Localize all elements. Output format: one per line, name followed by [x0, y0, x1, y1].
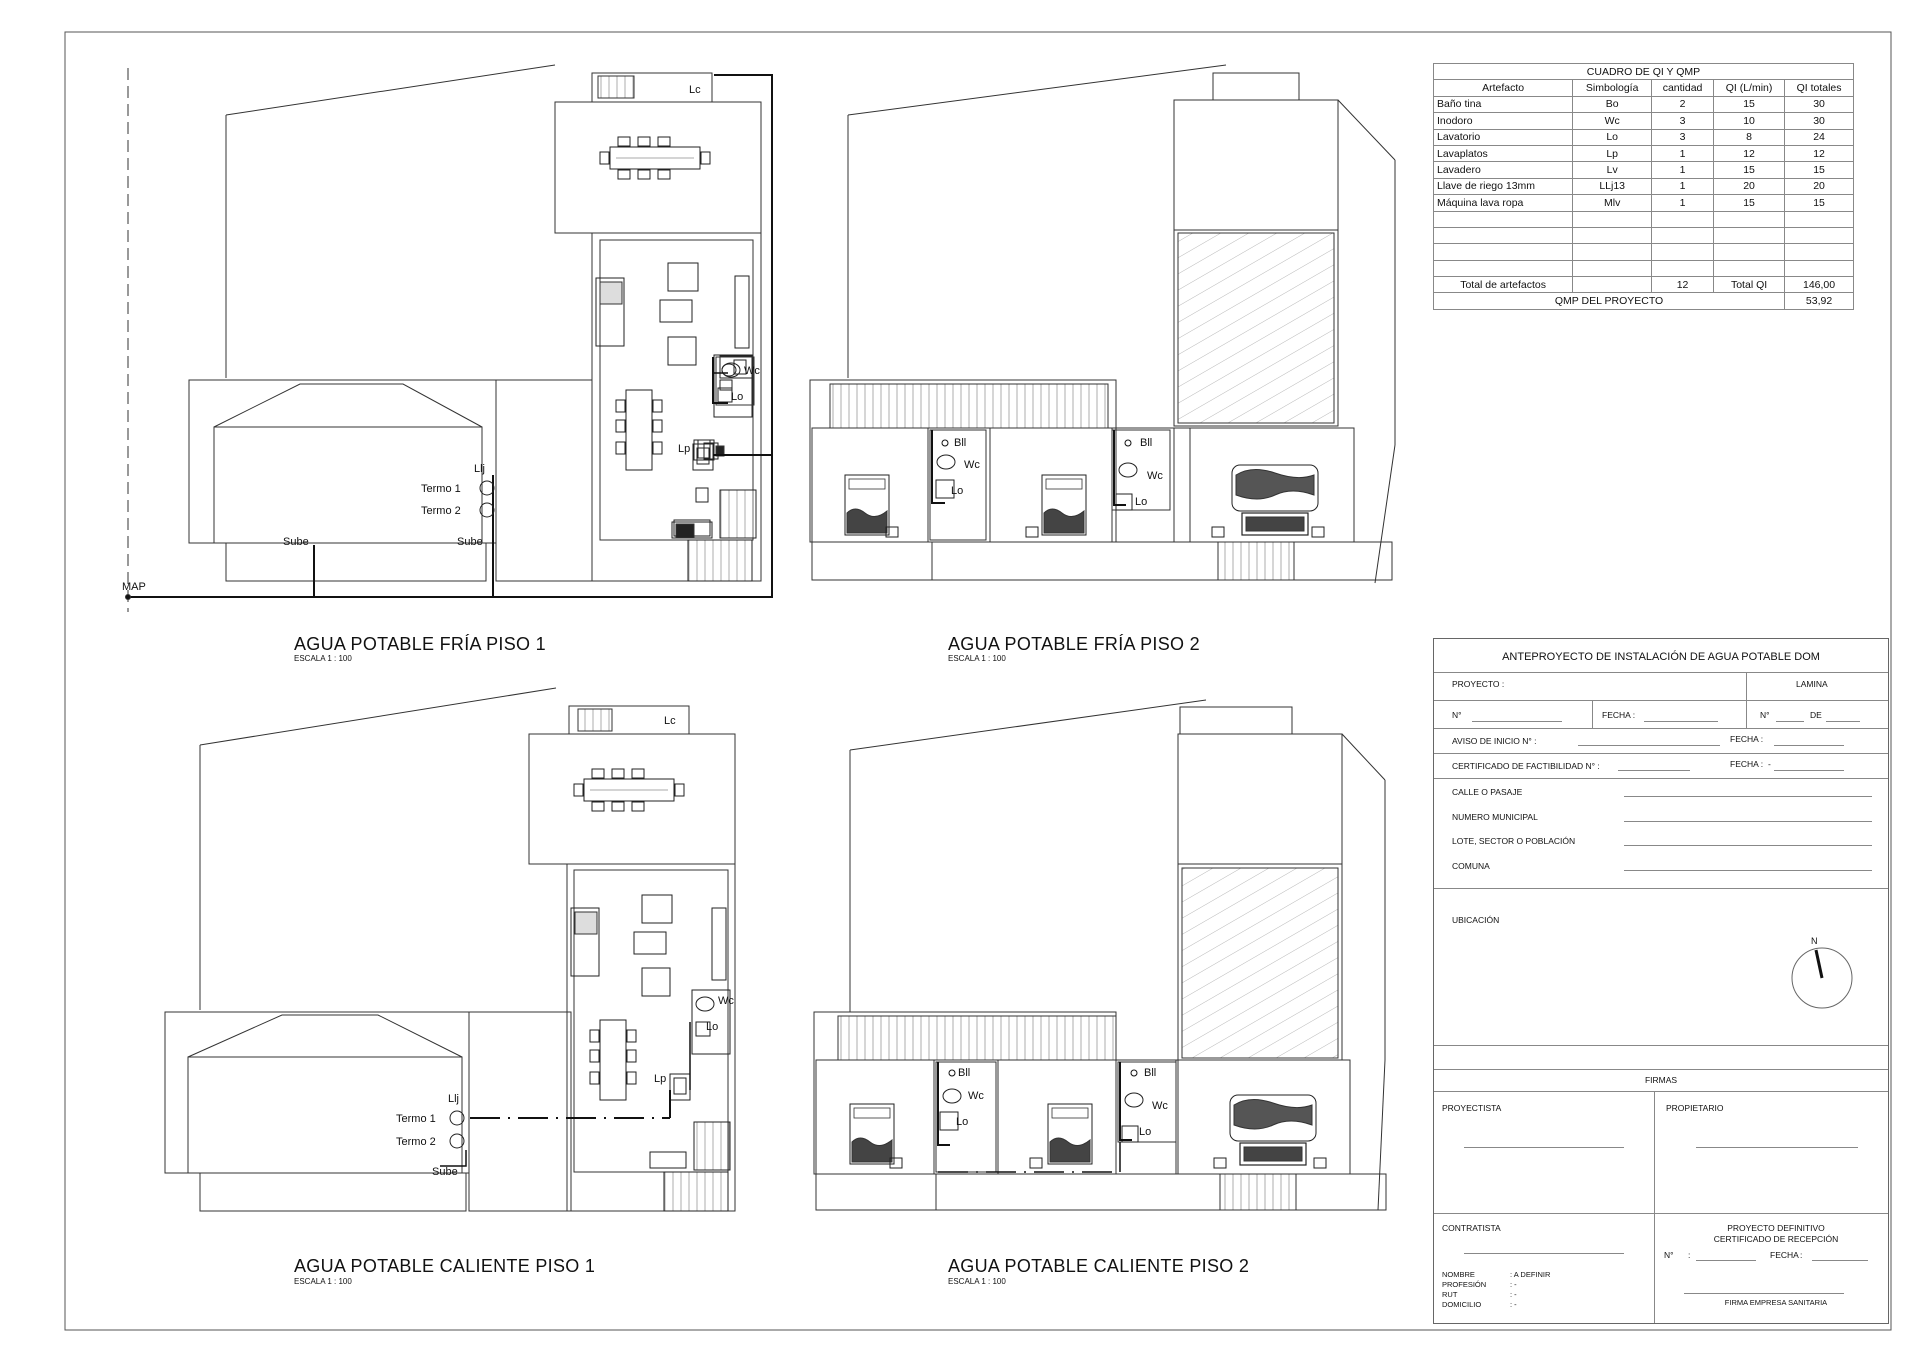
- label-map: MAP: [122, 581, 146, 593]
- label-bll: Bll: [1140, 437, 1153, 449]
- qi-table-cell: 15: [1785, 162, 1854, 178]
- label-lo: Lo: [731, 391, 744, 403]
- profesion-value: : -: [1510, 1280, 1517, 1289]
- qi-table-cell: Wc: [1573, 113, 1652, 129]
- qi-table-cell: Máquina lava ropa: [1434, 195, 1573, 211]
- contratista-label: CONTRATISTA: [1442, 1223, 1501, 1233]
- lote-label: LOTE, SECTOR O POBLACIÓN: [1452, 836, 1576, 846]
- qi-table-cell: Llave de riego 13mm: [1434, 178, 1573, 194]
- qi-table-cell: 20: [1785, 178, 1854, 194]
- qmp-value: 53,92: [1785, 293, 1854, 309]
- title-block-heading: ANTEPROYECTO DE INSTALACIÓN DE AGUA POTABLE DOM: [1502, 651, 1820, 663]
- plan-hot-floor-1: [165, 688, 735, 1211]
- qi-table-cell: 3: [1652, 129, 1714, 145]
- qi-table-cell: Lv: [1573, 162, 1652, 178]
- fecha4-colon: :: [1800, 1250, 1803, 1260]
- qi-table-header-row: [1434, 80, 1854, 96]
- label-termo-2: Termo 2: [421, 505, 461, 517]
- qi-table-empty-row: [1434, 244, 1854, 260]
- fecha3-value: -: [1768, 759, 1771, 769]
- fecha-label: FECHA :: [1602, 710, 1636, 720]
- plan-title-cold-2: AGUA POTABLE FRÍA PISO 2: [948, 634, 1200, 654]
- plan-title-cold-1: AGUA POTABLE FRÍA PISO 1: [294, 634, 546, 654]
- plan-cold-floor-2: [810, 65, 1395, 583]
- numero-label: NUMERO MUNICIPAL: [1452, 812, 1538, 822]
- n3-label: N°: [1664, 1250, 1674, 1260]
- total-count: 12: [1652, 277, 1714, 293]
- qi-table-cell: LLj13: [1573, 178, 1652, 194]
- qi-table-row: [1434, 195, 1854, 211]
- label-wc: Wc: [1152, 1100, 1168, 1112]
- label-lc: Lc: [689, 84, 701, 96]
- n2-label: N°: [1760, 710, 1770, 720]
- label-lc: Lc: [664, 715, 676, 727]
- fecha4-label: FECHA: [1770, 1250, 1799, 1260]
- profesion-label: PROFESIÓN: [1442, 1280, 1487, 1289]
- qi-table-cell: Lo: [1573, 129, 1652, 145]
- label-lo: Lo: [1139, 1126, 1152, 1138]
- label-wc: Wc: [968, 1090, 984, 1102]
- plan-title-hot-1: AGUA POTABLE CALIENTE PISO 1: [294, 1256, 596, 1276]
- label-lo: Lo: [956, 1116, 969, 1128]
- label-termo-2: Termo 2: [396, 1136, 436, 1148]
- qi-table-cell: Lavadero: [1434, 162, 1573, 178]
- north-label: N: [1811, 936, 1818, 946]
- domicilio-value: : -: [1510, 1300, 1517, 1309]
- qi-table-cell: 20: [1714, 178, 1785, 194]
- label-sube: Sube: [283, 536, 309, 548]
- label-wc: Wc: [964, 459, 980, 471]
- qi-table-cell: Mlv: [1573, 195, 1652, 211]
- qi-table-cell: 15: [1714, 162, 1785, 178]
- rut-label: RUT: [1442, 1290, 1458, 1299]
- plan-scale-hot-1: ESCALA 1 : 100: [294, 1277, 352, 1286]
- qmp-row: [1434, 293, 1854, 309]
- qi-table-cell: 24: [1785, 129, 1854, 145]
- label-wc: Wc: [718, 995, 734, 1007]
- ubicacion-label: UBICACIÓN: [1452, 915, 1500, 925]
- label-lo: Lo: [1135, 496, 1148, 508]
- qi-table-cell: 12: [1714, 145, 1785, 161]
- proyectista-label: PROYECTISTA: [1442, 1103, 1502, 1113]
- label-sube: Sube: [457, 536, 483, 548]
- de-label: DE: [1810, 710, 1822, 720]
- qi-table-cell: 10: [1714, 113, 1785, 129]
- qi-table-row: [1434, 145, 1854, 161]
- firma-empresa-label: FIRMA EMPRESA SANITARIA: [1724, 1298, 1828, 1307]
- n3-colon: :: [1688, 1250, 1691, 1260]
- qi-table-cell: 1: [1652, 162, 1714, 178]
- fecha2-label: FECHA :: [1730, 734, 1764, 744]
- qmp-label: QMP DEL PROYECTO: [1434, 293, 1785, 309]
- label-sube: Sube: [432, 1166, 458, 1178]
- qi-table-cell: Lavatorio: [1434, 129, 1573, 145]
- qi-table-row: [1434, 178, 1854, 194]
- plan-scale-cold-2: ESCALA 1 : 100: [948, 654, 1006, 663]
- plan-scale-cold-1: ESCALA 1 : 100: [294, 654, 352, 663]
- qi-table-empty-row: [1434, 227, 1854, 243]
- header-simbologia: Simbología: [1573, 80, 1652, 96]
- qi-table-row: [1434, 129, 1854, 145]
- comuna-label: COMUNA: [1452, 861, 1490, 871]
- nombre-label: NOMBRE: [1442, 1270, 1475, 1279]
- qi-table-cell: 8: [1714, 129, 1785, 145]
- qi-table-empty-row: [1434, 260, 1854, 276]
- label-wc: Wc: [744, 365, 760, 377]
- domicilio-label: DOMICILIO: [1442, 1300, 1482, 1309]
- label-bll: Bll: [954, 437, 967, 449]
- rut-value: : -: [1510, 1290, 1517, 1299]
- label-bll: Bll: [958, 1067, 971, 1079]
- calle-label: CALLE O PASAJE: [1452, 787, 1523, 797]
- header-cantidad: cantidad: [1652, 80, 1714, 96]
- label-lp: Lp: [678, 443, 691, 455]
- qi-table-cell: 30: [1785, 113, 1854, 129]
- total-qi-value: 146,00: [1785, 277, 1854, 293]
- qi-table-cell: Inodoro: [1434, 113, 1573, 129]
- qi-table-cell: 12: [1785, 145, 1854, 161]
- proyecto-definitivo-label: PROYECTO DEFINITIVO: [1727, 1223, 1825, 1233]
- total-label: Total de artefactos: [1434, 277, 1573, 293]
- header-qi: QI (L/min): [1714, 80, 1785, 96]
- label-lo: Lo: [706, 1021, 719, 1033]
- plan-title-hot-2: AGUA POTABLE CALIENTE PISO 2: [948, 1256, 1250, 1276]
- n-label: N°: [1452, 710, 1462, 720]
- qi-table-row: [1434, 113, 1854, 129]
- qi-table-cell: 30: [1785, 96, 1854, 112]
- label-wc: Wc: [1147, 470, 1163, 482]
- qi-table-cell: 1: [1652, 145, 1714, 161]
- header-artefacto: Artefacto: [1434, 80, 1573, 96]
- label-lp: Lp: [654, 1073, 667, 1085]
- qi-qmp-table: [1433, 63, 1854, 310]
- title-block: [1433, 638, 1889, 1324]
- qi-table-cell: 2: [1652, 96, 1714, 112]
- header-qi-totales: QI totales: [1785, 80, 1854, 96]
- nombre-value: : A DEFINIR: [1510, 1270, 1551, 1279]
- aviso-label: AVISO DE INICIO N° :: [1452, 736, 1537, 746]
- plan-scale-hot-2: ESCALA 1 : 100: [948, 1277, 1006, 1286]
- qi-table-cell: 3: [1652, 113, 1714, 129]
- plan-cold-floor-1: [126, 65, 773, 612]
- total-qi-label: Total QI: [1714, 277, 1785, 293]
- qi-total-row: [1434, 277, 1854, 293]
- qi-table-cell: 1: [1652, 178, 1714, 194]
- lamina-label: LAMINA: [1796, 679, 1828, 689]
- fecha3-label: FECHA :: [1730, 759, 1764, 769]
- label-bll: Bll: [1144, 1067, 1157, 1079]
- label-lo: Lo: [951, 485, 964, 497]
- qi-table-cell: 1: [1652, 195, 1714, 211]
- qi-table-cell: Lp: [1573, 145, 1652, 161]
- firmas-label: FIRMAS: [1644, 1075, 1678, 1085]
- certificado-recepcion-label: CERTIFICADO DE RECEPCIÓN: [1713, 1234, 1839, 1244]
- qi-table-cell: 15: [1714, 195, 1785, 211]
- qi-table-empty-row: [1434, 211, 1854, 227]
- qi-table-row: [1434, 96, 1854, 112]
- qi-table-cell: Bo: [1573, 96, 1652, 112]
- proyecto-label: PROYECTO :: [1452, 679, 1505, 689]
- qi-table-title: CUADRO DE QI Y QMP: [1434, 64, 1854, 80]
- label-termo-1: Termo 1: [421, 483, 461, 495]
- qi-table-row: [1434, 162, 1854, 178]
- label-llj: Llj: [474, 463, 486, 475]
- label-llj: Llj: [448, 1093, 460, 1105]
- qi-table-cell: 15: [1785, 195, 1854, 211]
- propietario-label: PROPIETARIO: [1666, 1103, 1724, 1113]
- qi-table-cell: Baño tina: [1434, 96, 1573, 112]
- plan-hot-floor-2: [814, 700, 1386, 1210]
- certificado-label: CERTIFICADO DE FACTIBILIDAD N° :: [1452, 761, 1600, 771]
- qi-table-cell: Lavaplatos: [1434, 145, 1573, 161]
- qi-table-cell: 15: [1714, 96, 1785, 112]
- label-termo-1: Termo 1: [396, 1113, 436, 1125]
